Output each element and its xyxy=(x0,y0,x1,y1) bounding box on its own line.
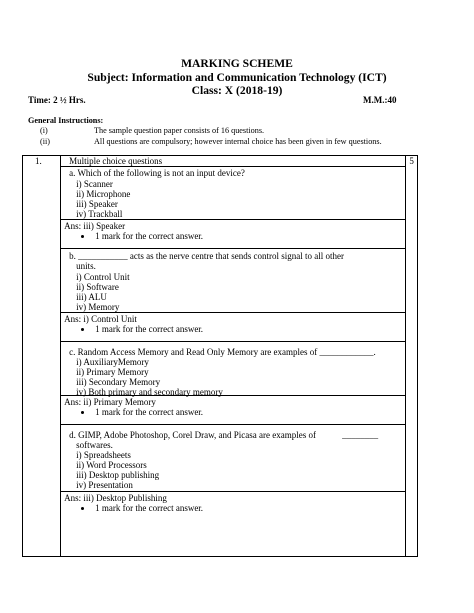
question-number-cell xyxy=(23,156,61,557)
table-row xyxy=(23,492,418,557)
question-heading-cell xyxy=(61,156,406,167)
option-text: ii) Software xyxy=(76,282,119,292)
table-row xyxy=(23,220,418,249)
bullet-icon xyxy=(81,328,84,331)
option-text: iv) Presentation xyxy=(76,480,133,490)
answer-cell xyxy=(61,220,406,249)
option-text: ii) Primary Memory xyxy=(76,367,149,377)
answer-text: Ans: ii) Primary Memory xyxy=(64,397,156,407)
question-table xyxy=(22,155,418,557)
marking-criterion: 1 mark for the correct answer. xyxy=(95,407,204,417)
answer-text: Ans: iii) Desktop Publishing xyxy=(64,493,167,503)
question-heading: Multiple choice questions xyxy=(69,156,163,166)
question-part-cell xyxy=(61,342,406,396)
marking-criterion: 1 mark for the correct answer. xyxy=(95,231,204,241)
marks-value: 5 xyxy=(409,156,414,166)
option-text: iv) Both primary and secondary memory xyxy=(76,387,223,397)
option-text: iii) ALU xyxy=(76,292,107,302)
answer-text: Ans: iii) Speaker xyxy=(64,221,126,231)
subject-line: Subject: Information and Communication Technology (ICT) xyxy=(87,71,387,84)
answer-cell xyxy=(61,396,406,425)
instructions-heading: General Instructions: xyxy=(28,116,104,125)
question-text: d. GIMP, Adobe Photoshop, Corel Draw, and Picasa are examples of xyxy=(69,430,316,440)
option-text: iii) Desktop publishing xyxy=(76,470,160,480)
question-part-cell xyxy=(61,167,406,220)
question-text: a. Which of the following is not an input device? xyxy=(69,168,245,178)
option-text: ii) Word Processors xyxy=(76,460,147,470)
option-text: i) Control Unit xyxy=(76,272,130,282)
bullet-icon xyxy=(81,507,84,510)
question-part-cell xyxy=(61,425,406,492)
question-text: b. ___________ acts as the nerve centre that sends control signal to all other xyxy=(69,251,345,261)
marking-criterion: 1 mark for the correct answer. xyxy=(95,324,204,334)
instruction-num: (i) xyxy=(40,126,48,135)
marking-criterion: 1 mark for the correct answer. xyxy=(95,503,204,513)
question-number: 1. xyxy=(35,156,42,166)
option-text: iii) Speaker xyxy=(76,199,118,209)
answer-blank: ________ xyxy=(342,430,379,440)
class-line: Class: X (2018-19) xyxy=(191,84,283,97)
instruction-text: The sample question paper consists of 16 questions. xyxy=(94,126,265,135)
option-text: iii) Secondary Memory xyxy=(76,377,161,387)
table-row xyxy=(23,425,418,492)
question-text: c. Random Access Memory and Read Only Memory are examples of ____________. xyxy=(69,347,376,357)
instruction-text: All questions are compulsory; however internal choice has been given in few questions. xyxy=(94,137,382,146)
answer-text: Ans: i) Control Unit xyxy=(64,314,137,324)
question-text: softwares. xyxy=(76,440,113,450)
table-row xyxy=(23,342,418,396)
instruction-num: (ii) xyxy=(40,137,51,146)
bullet-icon xyxy=(81,411,84,414)
answer-cell xyxy=(61,492,406,557)
max-marks-label: M.M.:40 xyxy=(363,95,397,105)
option-text: iv) Memory xyxy=(76,302,120,312)
time-label: Time: 2 ½ Hrs. xyxy=(28,95,86,105)
document-title: MARKING SCHEME xyxy=(181,57,293,70)
marks-cell xyxy=(406,156,418,557)
answer-cell xyxy=(61,313,406,342)
question-part-cell xyxy=(61,249,406,313)
option-text: iv) Trackball xyxy=(76,209,123,219)
option-text: i) AuxiliaryMemory xyxy=(76,357,149,367)
question-text: units. xyxy=(76,261,96,271)
table-row xyxy=(23,396,418,425)
option-text: i) Spreadsheets xyxy=(76,450,131,460)
table-row xyxy=(23,167,418,220)
bullet-icon xyxy=(81,235,84,238)
table-row xyxy=(23,313,418,342)
table-row xyxy=(23,156,418,167)
option-text: i) Scanner xyxy=(76,179,113,189)
table-row xyxy=(23,249,418,313)
option-text: ii) Microphone xyxy=(76,189,131,199)
